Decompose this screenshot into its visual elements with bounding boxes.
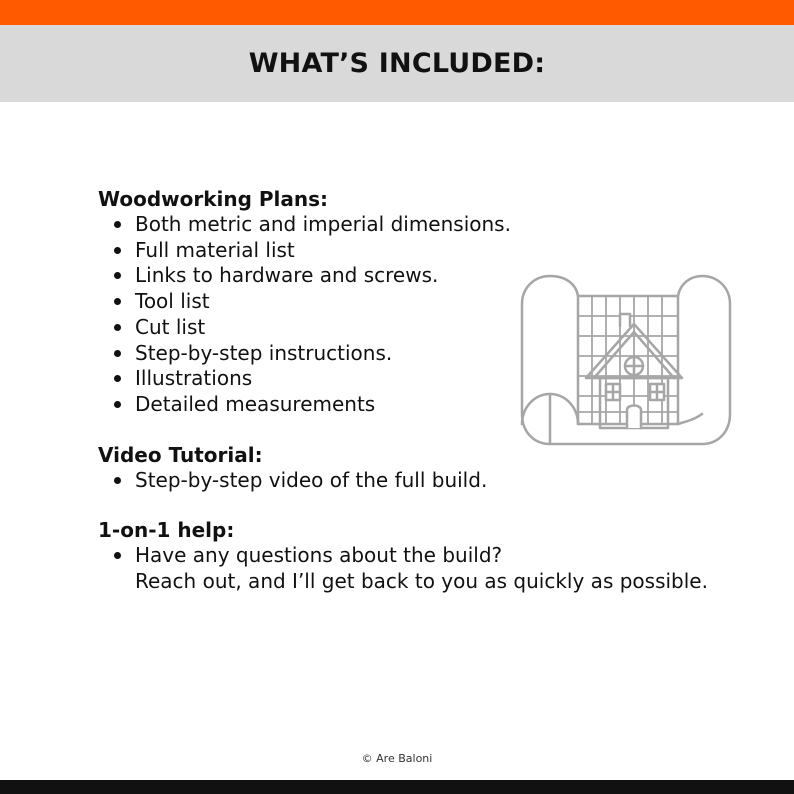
top-accent-bar — [0, 0, 794, 25]
list-item-text: Illustrations — [135, 366, 253, 391]
bottom-bar — [0, 780, 794, 794]
section-one-on-one-help — [98, 517, 718, 594]
section-title: Video Tutorial: — [98, 442, 263, 467]
list-item-text: Cut list — [135, 314, 206, 339]
list-item-text: Have any questions about the build? — [135, 543, 503, 568]
list-item — [98, 468, 718, 494]
list-item — [98, 543, 718, 594]
list-item-text: Step-by-step video of the full build. — [135, 467, 488, 492]
section-video-tutorial — [98, 442, 718, 494]
list-item — [98, 238, 718, 264]
section-title: 1-on-1 help: — [98, 518, 235, 543]
bullet-icon — [114, 401, 121, 408]
bullet-icon — [114, 247, 121, 254]
bullet-icon — [114, 375, 121, 382]
blueprint-house-icon — [520, 274, 732, 446]
bullet-icon — [114, 552, 121, 559]
bullet-icon — [114, 272, 121, 279]
bullet-icon — [114, 221, 121, 228]
list-item-text: Both metric and imperial dimensions. — [135, 212, 511, 236]
page-title: WHAT’S INCLUDED: — [248, 48, 546, 79]
header-band — [0, 25, 794, 102]
list-item-text: Tool list — [135, 289, 210, 314]
bullet-icon — [114, 298, 121, 305]
list-item — [98, 212, 718, 238]
bullet-icon — [114, 350, 121, 357]
section-title: Woodworking Plans: — [98, 187, 329, 211]
list-item-text: Step-by-step instructions. — [135, 340, 393, 365]
list-item-text: Full material list — [135, 237, 295, 262]
item-list — [98, 543, 718, 594]
list-item-text: Links to hardware and screws. — [135, 263, 439, 288]
bullet-icon — [114, 324, 121, 331]
bullet-icon — [114, 477, 121, 484]
list-item-text: Reach out, and I’ll get back to you as quickly as possible. — [135, 569, 708, 594]
item-list — [98, 468, 718, 494]
copyright-footer: © Are Baloni — [361, 752, 433, 765]
list-item-text: Detailed measurements — [135, 391, 376, 416]
